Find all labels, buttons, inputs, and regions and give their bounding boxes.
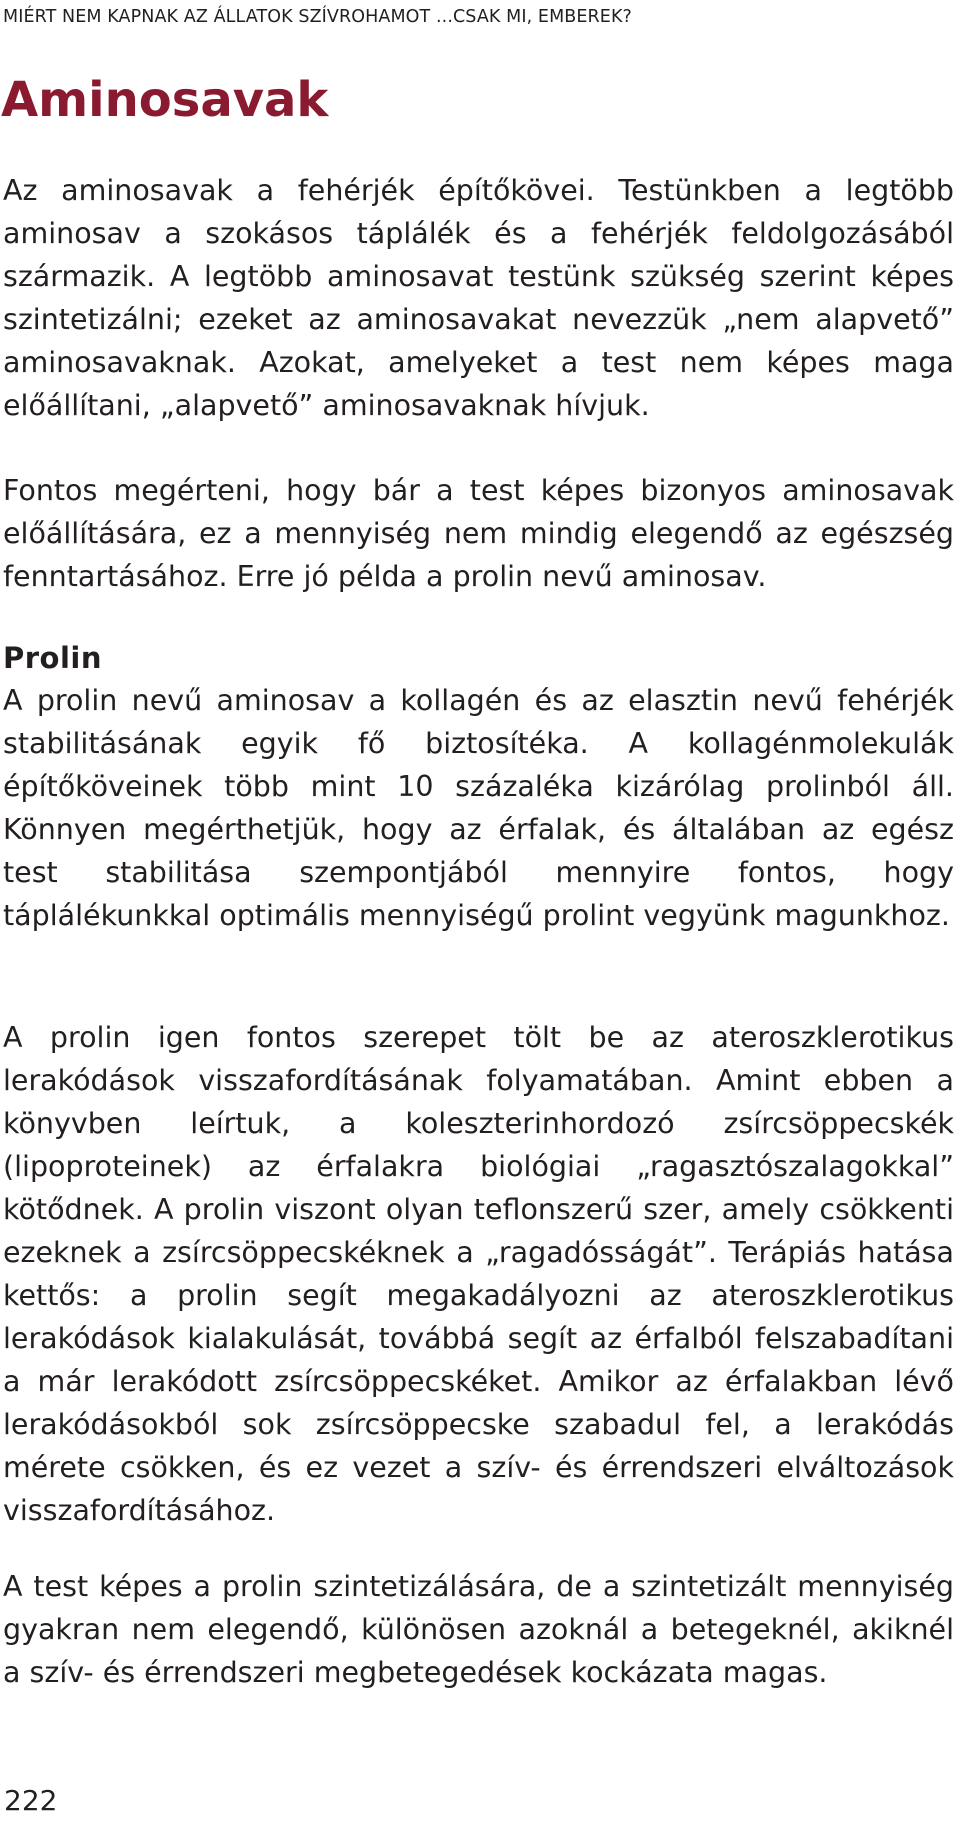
- intro-paragraph: Az aminosavak a fehérjék építőkövei. Testünkben a legtöbb aminosav a szokásos táplálék és a fehérjék feldolgozásából származik. A legtöbb aminosavat testünk szükség szerint képes szintetizálni; ezeket az aminosavakat nevezzük „nem alapvető” aminosavaknak. Azokat, amelyeket a test nem képes maga előállítani, „alapvető” aminosavaknak hívjuk.: [3, 174, 954, 422]
- section-paragraph: A test képes a prolin szintetizálására, de a szintetizált mennyiség gyakran nem elegendő, különösen azoknál a betegeknél, akiknél a szív- és érrendszeri megbetegedések kockázata magas.: [3, 1570, 954, 1689]
- section-paragraph: A prolin nevű aminosav a kollagén és az elasztin nevű fehérjék stabilitásának egyik fő biztosítéka. A kollagénmolekulák építőköveinek több mint 10 százaléka kizárólag prolinból áll. Könnyen megérthetjük, hogy az érfalak, és általában az egész test stabilitása szempontjából mennyire fontos, hogy táplálékunkkal optimális mennyiségű prolint vegyünk magunkhoz.: [3, 684, 954, 932]
- section-heading: Prolin: [3, 641, 103, 675]
- page-number: 222: [4, 1784, 58, 1817]
- body-paragraph: Fontos megérteni, hogy bár a test képes bizonyos aminosavak előállítására, ez a mennyiség nem mindig elegendő az egészség fenntartásához. Erre jó példa a prolin nevű aminosav.: [3, 474, 954, 593]
- chapter-title: Aminosavak: [1, 72, 329, 128]
- section-paragraph: A prolin igen fontos szerepet tölt be az ateroszklerotikus lerakódások visszafordításának folyamatában. Amint ebben a könyvben leírtuk, a koleszterinhordozó zsírcsöppecskék (lipoproteinek) az érfalakra biológiai „ragasztószalagokkal” kötődnek. A prolin viszont olyan teflonszerű szer, amely csökkenti ezeknek a zsírcsöppecskéknek a „ragadósságát”. Terápiás hatása kettős: a prolin segít megakadályozni az ateroszklerotikus lerakódások kialakulását, továbbá segít az érfalból felszabadítani a már lerakódott zsírcsöppecskéket. Amikor az érfalakban lévő lerakódásokból sok zsírcsöppecske szabadul fel, a lerakódás mérete csökken, és ez vezet a szív- és érrendszeri elváltozások visszafordításához.: [3, 1021, 954, 1527]
- running-head: MIÉRT NEM KAPNAK AZ ÁLLATOK SZÍVROHAMOT ...CSAK MI, EMBEREK?: [3, 7, 632, 27]
